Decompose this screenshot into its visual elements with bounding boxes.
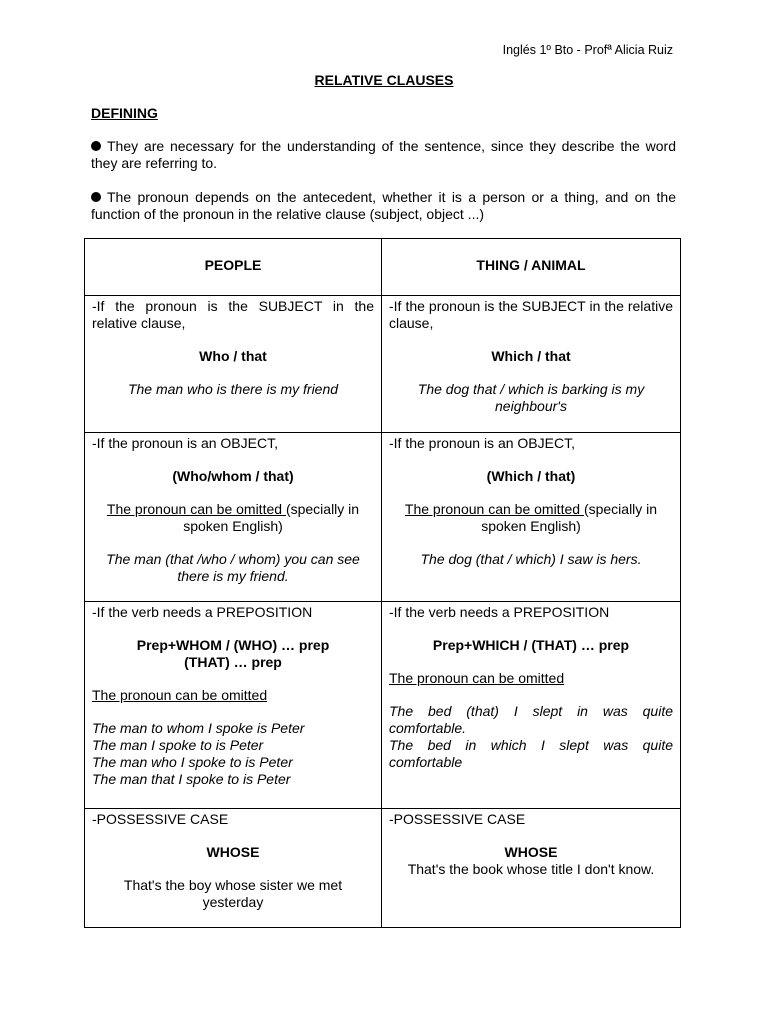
table-row-preposition <box>85 602 681 809</box>
cell-pronoun: (Who/whom / that) <box>172 468 294 484</box>
relative-clauses-table <box>84 238 681 928</box>
cell-intro: -POSSESSIVE CASE <box>389 811 526 827</box>
cell-example: The bed (that) I slept in was quite comfortable. <box>389 703 673 736</box>
bullet-dot-icon <box>91 192 101 202</box>
cell-intro: -If the pronoun is an OBJECT, <box>389 435 575 451</box>
cell-example: The dog that / which is barking is my neighbour's <box>417 381 645 414</box>
bullet-text: They are necessary for the understanding of the sentence, since they describe the word they are referring to. <box>91 138 676 171</box>
omit-underlined: The pronoun can be omitted <box>106 501 286 517</box>
column-header-people: PEOPLE <box>85 239 382 296</box>
cell-pronoun: (Which / that) <box>486 468 576 484</box>
bullet-text: The pronoun depends on the antecedent, whether it is a person or a thing, and on the function of the pronoun in the relative clause (subject, object ...) <box>91 189 676 222</box>
omit-rest: (specially in spoken English) <box>481 501 658 534</box>
cell-pronoun: WHOSE <box>504 844 558 860</box>
cell-pronoun: Who / that <box>199 348 267 364</box>
cell-example: The man that I spoke to is Peter <box>92 771 291 787</box>
cell-example: The man I spoke to is Peter <box>92 737 264 753</box>
cell-example: The man (that /who / whom) you can see there is my friend. <box>106 551 360 584</box>
cell-pronoun: Prep+WHOM / (WHO) … prep <box>136 637 330 653</box>
cell-example: The man to whom I spoke is Peter <box>92 720 305 736</box>
cell-intro: -If the verb needs a PREPOSITION <box>389 604 610 620</box>
cell-intro: -If the verb needs a PREPOSITION <box>92 604 313 620</box>
column-header-thing: THING / ANIMAL <box>382 239 681 296</box>
cell-possessive-people <box>85 809 382 928</box>
omit-rest: (specially in spoken English) <box>183 501 360 534</box>
cell-pronoun-line2: (THAT) … prep <box>184 654 282 670</box>
cell-intro: -POSSESSIVE CASE <box>92 811 229 827</box>
table-row-subject <box>85 296 681 433</box>
cell-example: That's the boy whose sister we met yesterday <box>123 877 343 910</box>
header-note: Inglés 1º Bto - Profª Alicia Ruiz <box>502 43 673 57</box>
document-title: RELATIVE CLAUSES <box>314 72 454 88</box>
cell-omit-note: The pronoun can be omitted <box>92 687 268 703</box>
cell-preposition-thing <box>382 602 681 809</box>
cell-object-thing <box>382 433 681 602</box>
cell-pronoun: WHOSE <box>206 844 260 860</box>
cell-intro: -If the pronoun is the SUBJECT in the relative clause, <box>389 298 673 331</box>
cell-omit-note <box>92 501 374 535</box>
cell-intro: -If the pronoun is an OBJECT, <box>92 435 278 451</box>
table-header-row <box>85 239 681 296</box>
cell-preposition-people <box>85 602 382 809</box>
cell-example: The man who I spoke to is Peter <box>92 754 293 770</box>
cell-example: The man who is there is my friend <box>127 381 339 397</box>
section-title: DEFINING <box>91 105 158 121</box>
cell-omit-note: The pronoun can be omitted <box>389 670 565 686</box>
cell-example: That's the book whose title I don't know. <box>407 861 655 877</box>
cell-example: The dog (that / which) I saw is hers. <box>420 551 642 567</box>
cell-omit-note <box>389 501 673 535</box>
table-row-object <box>85 433 681 602</box>
cell-pronoun: Which / that <box>491 348 571 364</box>
omit-underlined: The pronoun can be omitted <box>404 501 584 517</box>
cell-example: The bed in which I slept was quite comfortable <box>389 737 673 770</box>
cell-subject-thing <box>382 296 681 433</box>
table-row-possessive <box>85 809 681 928</box>
cell-intro: -If the pronoun is the SUBJECT in the relative clause, <box>92 298 374 331</box>
bullet-item <box>91 138 676 172</box>
bullet-item <box>91 189 676 223</box>
bullet-dot-icon <box>91 141 101 151</box>
cell-subject-people <box>85 296 382 433</box>
cell-object-people <box>85 433 382 602</box>
cell-possessive-thing <box>382 809 681 928</box>
cell-pronoun: Prep+WHICH / (THAT) … prep <box>432 637 630 653</box>
